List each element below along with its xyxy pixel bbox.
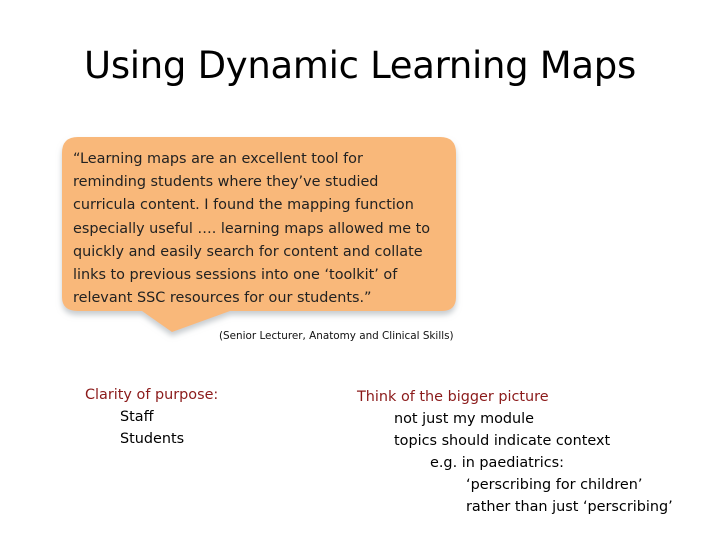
bigger-picture-heading: Think of the bigger picture <box>357 389 549 405</box>
quote-line: “Learning maps are an excellent tool for <box>73 151 363 167</box>
list-item: ‘perscribing for children’ <box>466 477 643 493</box>
slide-title: Using Dynamic Learning Maps <box>84 44 636 87</box>
bigger-picture-section <box>357 386 673 518</box>
quote-text <box>73 148 441 310</box>
clarity-of-purpose-section <box>85 384 218 450</box>
quote-line: relevant SSC resources for our students.” <box>73 290 372 307</box>
list-item: rather than just ‘perscribing’ <box>466 499 673 515</box>
list-item: e.g. in paediatrics: <box>430 455 564 471</box>
list-item: topics should indicate context <box>394 433 611 449</box>
quote-line: curricula content. I found the mapping function <box>73 197 414 214</box>
quote-line: especially useful …. learning maps allowed me to <box>73 220 431 237</box>
quote-line: reminding students where they’ve studied <box>73 174 379 191</box>
quote-line: quickly and easily search for content and collate <box>73 243 423 260</box>
list-item: Students <box>120 431 185 447</box>
clarity-heading: Clarity of purpose: <box>85 387 219 403</box>
quote-attribution: (Senior Lecturer, Anatomy and Clinical Skills) <box>219 330 454 342</box>
list-item: not just my module <box>394 411 535 427</box>
list-item: Staff <box>120 409 154 425</box>
quote-line: links to previous sessions into one ‘toolkit’ of <box>73 267 398 284</box>
